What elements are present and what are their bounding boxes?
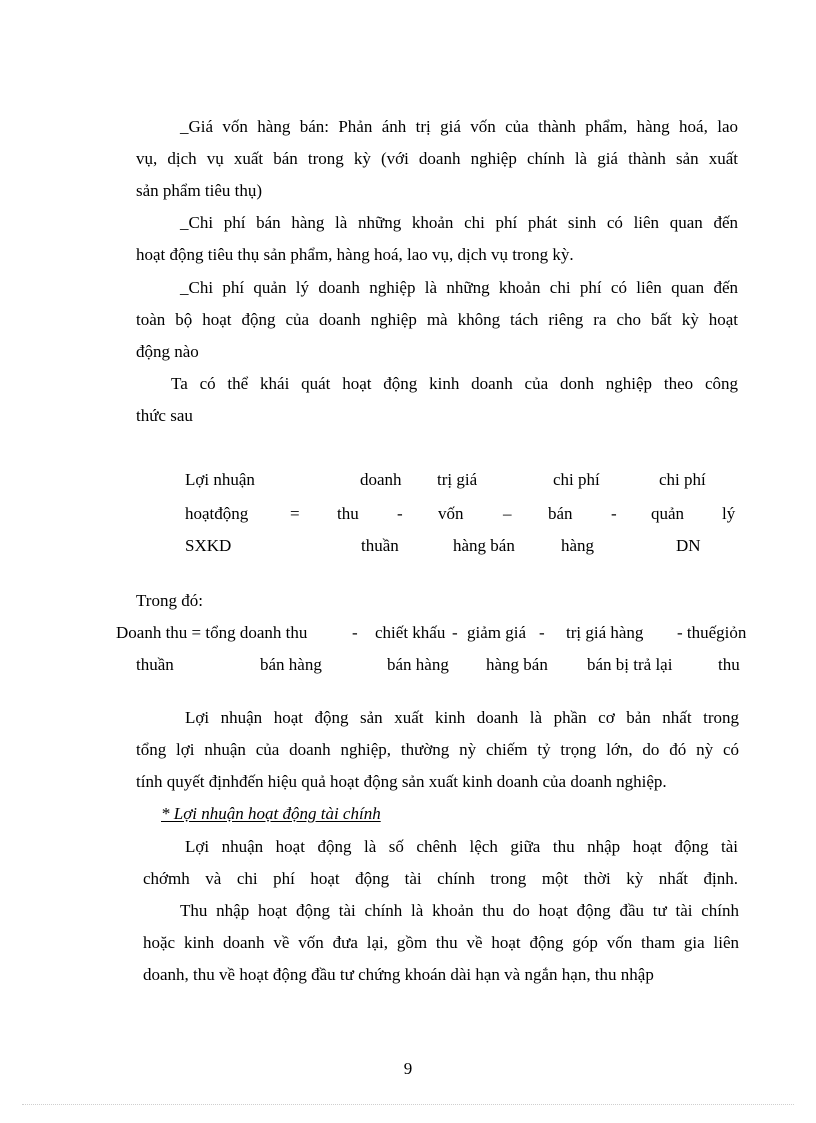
formula-cell: quản — [651, 504, 685, 523]
paragraph-line: Lợi nhuận hoạt động sản xuất kinh doanh là phần cơ bản nhất trong — [185, 708, 739, 727]
formula-cell: trị giá — [437, 470, 478, 489]
formula-cell: trị giá hàng — [566, 623, 644, 642]
paragraph-line: động nào — [136, 342, 199, 361]
formula-cell: hàng — [561, 536, 595, 555]
paragraph-line: doanh, thu về hoạt động đầu tư chứng khoán dài hạn và ngắn hạn, thu nhập — [143, 965, 654, 984]
formula-cell: hàng bán — [453, 536, 515, 555]
formula-cell: vốn — [438, 504, 464, 523]
paragraph-line: sản phẩm tiêu thụ) — [136, 181, 263, 200]
formula-cell: thu — [337, 504, 359, 523]
formula-cell: - thuếgiỏn — [677, 623, 747, 642]
formula-cell: - — [397, 504, 403, 523]
page-bottom-divider — [22, 1104, 794, 1105]
formula-cell: - — [452, 623, 458, 642]
formula-cell: - — [611, 504, 617, 523]
formula-cell: - — [352, 623, 358, 642]
formula-cell: bán hàng — [387, 655, 449, 674]
paragraph-line: hoặc kinh doanh về vốn đưa lại, gồm thu về hoạt động góp vốn tham gia liên — [143, 933, 739, 952]
paragraph-line: _Chi phí bán hàng là những khoản chi phí phát sinh có liên quan đến — [180, 213, 738, 232]
formula-cell: thuần — [136, 655, 174, 674]
paragraph-line: tính quyết địnhđến hiệu quả hoạt động sản xuất kinh doanh của doanh nghiệp. — [136, 772, 667, 791]
label-trong-do: Trong đó: — [136, 591, 203, 610]
formula-cell: bán bị trả lại — [587, 655, 673, 674]
paragraph-line: Lợi nhuận hoạt động là số chênh lệch giữa thu nhập hoạt động tài — [185, 837, 738, 856]
formula-cell: hoạtđộng — [185, 504, 249, 523]
paragraph-line: Ta có thể khái quát hoạt động kinh doanh của donh nghiệp theo công — [171, 374, 738, 393]
formula-cell: = — [290, 504, 300, 523]
paragraph-line: chớmh và chi phí hoạt động tài chính trong một thời kỳ nhất định. — [143, 869, 738, 888]
paragraph-line: Thu nhập hoạt động tài chính là khoản thu do hoạt động đầu tư tài chính — [180, 901, 739, 920]
page-number: 9 — [403, 1059, 413, 1078]
formula-cell: bán hàng — [260, 655, 322, 674]
paragraph-line: _Chi phí quản lý doanh nghiệp là những khoản chi phí có liên quan đến — [180, 278, 738, 297]
formula-cell: chi phí — [659, 470, 706, 489]
section-heading: * Lợi nhuận hoạt động tài chính — [161, 804, 381, 823]
formula-cell: thu — [718, 655, 740, 674]
paragraph-line: tổng lợi nhuận của doanh nghiệp, thường nỳ chiếm tỷ trọng lớn, do đó nỳ có — [136, 740, 739, 759]
paragraph-line: toàn bộ hoạt động của doanh nghiệp mà không tách riêng ra cho bất kỳ hoạt — [136, 310, 738, 329]
formula-cell: Lợi nhuận — [185, 470, 255, 489]
formula-cell: hàng bán — [486, 655, 548, 674]
formula-cell: thuần — [361, 536, 399, 555]
paragraph-line: thức sau — [136, 406, 193, 425]
formula-cell: doanh — [360, 470, 402, 489]
formula-cell: Doanh thu = tổng doanh thu — [116, 623, 308, 642]
formula-cell: bán — [548, 504, 573, 523]
paragraph-line: hoạt động tiêu thụ sản phẩm, hàng hoá, lao vụ, dịch vụ trong kỳ. — [136, 245, 574, 264]
formula-cell: lý — [722, 504, 736, 523]
paragraph-line: _Giá vốn hàng bán: Phản ánh trị giá vốn của thành phẩm, hàng hoá, lao — [180, 117, 738, 136]
paragraph-line: vụ, dịch vụ xuất bán trong kỳ (với doanh nghiệp chính là giá thành sản xuất — [136, 149, 738, 168]
formula-cell: chiết khấu — [375, 623, 446, 642]
formula-cell: - — [539, 623, 545, 642]
formula-cell: chi phí — [553, 470, 600, 489]
formula-cell: DN — [676, 536, 701, 555]
formula-cell: SXKD — [185, 536, 232, 555]
formula-cell: – — [503, 504, 512, 523]
formula-cell: giảm giá — [467, 623, 527, 642]
